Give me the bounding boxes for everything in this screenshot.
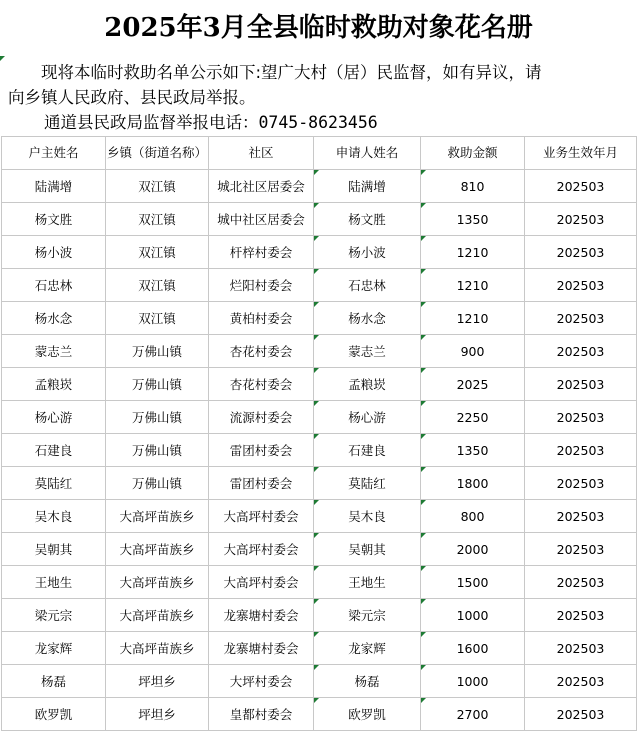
household-head-cell[interactable]: 石忠林 — [2, 269, 106, 302]
township-cell[interactable]: 大高坪苗族乡 — [106, 500, 209, 533]
amount-cell[interactable]: 810 — [421, 170, 525, 203]
header-effective-month[interactable]: 业务生效年月 — [525, 137, 637, 170]
notice-line-1: 现将本临时救助名单公示如下:望广大村（居）民监督，如有异议，请 — [41, 63, 542, 82]
community-cell[interactable]: 杆梓村委会 — [209, 236, 314, 269]
amount-cell[interactable]: 1600 — [421, 632, 525, 665]
township-cell[interactable]: 双江镇 — [106, 203, 209, 236]
table-row — [2, 335, 637, 368]
amount-cell[interactable]: 1000 — [421, 599, 525, 632]
notice-text — [8, 60, 630, 110]
community-cell[interactable]: 流源村委会 — [209, 401, 314, 434]
effective-month-cell[interactable]: 202503 — [525, 665, 637, 698]
applicant-cell[interactable]: 陆满增 — [314, 170, 421, 203]
relief-roster-table — [1, 136, 637, 731]
household-head-cell[interactable]: 梁元宗 — [2, 599, 106, 632]
effective-month-cell[interactable]: 202503 — [525, 401, 637, 434]
table-row — [2, 533, 637, 566]
township-cell[interactable]: 双江镇 — [106, 269, 209, 302]
table-row — [2, 170, 637, 203]
table-row — [2, 401, 637, 434]
community-cell[interactable]: 杏花村委会 — [209, 368, 314, 401]
applicant-cell[interactable]: 王地生 — [314, 566, 421, 599]
hotline — [44, 112, 378, 134]
household-head-cell[interactable]: 杨小波 — [2, 236, 106, 269]
household-head-cell[interactable]: 陆满增 — [2, 170, 106, 203]
community-cell[interactable]: 黄柏村委会 — [209, 302, 314, 335]
township-cell[interactable]: 大高坪苗族乡 — [106, 533, 209, 566]
township-cell[interactable]: 双江镇 — [106, 170, 209, 203]
page-title: 2025年3月全县临时救助对象花名册 — [104, 13, 533, 43]
effective-month-cell[interactable]: 202503 — [525, 203, 637, 236]
applicant-cell[interactable]: 杨磊 — [314, 665, 421, 698]
applicant-cell[interactable]: 欧罗凯 — [314, 698, 421, 731]
amount-cell[interactable]: 900 — [421, 335, 525, 368]
effective-month-cell[interactable]: 202503 — [525, 368, 637, 401]
table-header-row — [2, 137, 637, 170]
effective-month-cell[interactable]: 202503 — [525, 170, 637, 203]
header-household-head[interactable]: 户主姓名 — [2, 137, 106, 170]
amount-cell[interactable]: 1350 — [421, 434, 525, 467]
applicant-cell[interactable]: 莫陆红 — [314, 467, 421, 500]
applicant-cell[interactable]: 杨心游 — [314, 401, 421, 434]
household-head-cell[interactable]: 龙家辉 — [2, 632, 106, 665]
township-cell[interactable]: 万佛山镇 — [106, 467, 209, 500]
table-row — [2, 566, 637, 599]
township-cell[interactable]: 大高坪苗族乡 — [106, 566, 209, 599]
applicant-cell[interactable]: 杨小波 — [314, 236, 421, 269]
township-cell[interactable]: 大高坪苗族乡 — [106, 632, 209, 665]
hotline-number: 0745-8623456 — [258, 113, 378, 132]
effective-month-cell[interactable]: 202503 — [525, 335, 637, 368]
effective-month-cell[interactable]: 202503 — [525, 632, 637, 665]
township-cell[interactable]: 大高坪苗族乡 — [106, 599, 209, 632]
header-amount[interactable]: 救助金额 — [421, 137, 525, 170]
community-cell[interactable]: 烂阳村委会 — [209, 269, 314, 302]
table-row — [2, 467, 637, 500]
household-head-cell[interactable]: 杨磊 — [2, 665, 106, 698]
table-row — [2, 500, 637, 533]
community-cell[interactable]: 大坪村委会 — [209, 665, 314, 698]
amount-cell[interactable]: 2250 — [421, 401, 525, 434]
township-cell[interactable]: 万佛山镇 — [106, 335, 209, 368]
effective-month-cell[interactable]: 202503 — [525, 599, 637, 632]
township-cell[interactable]: 坪坦乡 — [106, 665, 209, 698]
household-head-cell[interactable]: 吴朝其 — [2, 533, 106, 566]
applicant-cell[interactable]: 蒙志兰 — [314, 335, 421, 368]
applicant-cell[interactable]: 梁元宗 — [314, 599, 421, 632]
table-row — [2, 269, 637, 302]
effective-month-cell[interactable]: 202503 — [525, 500, 637, 533]
applicant-cell[interactable]: 孟粮崁 — [314, 368, 421, 401]
township-cell[interactable]: 双江镇 — [106, 302, 209, 335]
amount-cell[interactable]: 1800 — [421, 467, 525, 500]
applicant-cell[interactable]: 石忠林 — [314, 269, 421, 302]
township-cell[interactable]: 双江镇 — [106, 236, 209, 269]
table-row — [2, 203, 637, 236]
community-cell[interactable]: 大高坪村委会 — [209, 566, 314, 599]
community-cell[interactable]: 雷团村委会 — [209, 434, 314, 467]
township-cell[interactable]: 万佛山镇 — [106, 368, 209, 401]
applicant-cell[interactable]: 龙家辉 — [314, 632, 421, 665]
community-cell[interactable]: 雷团村委会 — [209, 467, 314, 500]
community-cell[interactable]: 龙寨塘村委会 — [209, 599, 314, 632]
township-cell[interactable]: 万佛山镇 — [106, 434, 209, 467]
amount-cell[interactable]: 1500 — [421, 566, 525, 599]
household-head-cell[interactable]: 吴木良 — [2, 500, 106, 533]
community-cell[interactable]: 大高坪村委会 — [209, 500, 314, 533]
community-cell[interactable]: 大高坪村委会 — [209, 533, 314, 566]
community-cell[interactable]: 杏花村委会 — [209, 335, 314, 368]
effective-month-cell[interactable]: 202503 — [525, 434, 637, 467]
household-head-cell[interactable]: 杨心游 — [2, 401, 106, 434]
table-row — [2, 302, 637, 335]
amount-cell[interactable]: 2000 — [421, 533, 525, 566]
amount-cell[interactable]: 1210 — [421, 269, 525, 302]
table-row — [2, 236, 637, 269]
hotline-label: 通道县民政局监督举报电话： — [44, 113, 259, 132]
table-row — [2, 632, 637, 665]
table-row — [2, 599, 637, 632]
household-head-cell[interactable]: 石建良 — [2, 434, 106, 467]
household-head-cell[interactable]: 杨文胜 — [2, 203, 106, 236]
effective-month-cell[interactable]: 202503 — [525, 302, 637, 335]
effective-month-cell[interactable]: 202503 — [525, 467, 637, 500]
household-head-cell[interactable]: 王地生 — [2, 566, 106, 599]
effective-month-cell[interactable]: 202503 — [525, 698, 637, 731]
table-row — [2, 434, 637, 467]
township-cell[interactable]: 万佛山镇 — [106, 401, 209, 434]
community-cell[interactable]: 城北社区居委会 — [209, 170, 314, 203]
applicant-cell[interactable]: 吴朝其 — [314, 533, 421, 566]
community-cell[interactable]: 城中社区居委会 — [209, 203, 314, 236]
amount-cell[interactable]: 1000 — [421, 665, 525, 698]
amount-cell[interactable]: 1350 — [421, 203, 525, 236]
amount-cell[interactable]: 1210 — [421, 302, 525, 335]
community-cell[interactable]: 龙寨塘村委会 — [209, 632, 314, 665]
household-head-cell[interactable]: 莫陆红 — [2, 467, 106, 500]
household-head-cell[interactable]: 杨水念 — [2, 302, 106, 335]
household-head-cell[interactable]: 欧罗凯 — [2, 698, 106, 731]
effective-month-cell[interactable]: 202503 — [525, 236, 637, 269]
table-row — [2, 665, 637, 698]
header-township[interactable]: 乡镇（街道名称） — [106, 137, 209, 170]
applicant-cell[interactable]: 吴木良 — [314, 500, 421, 533]
effective-month-cell[interactable]: 202503 — [525, 533, 637, 566]
effective-month-cell[interactable]: 202503 — [525, 566, 637, 599]
notice-line-2: 向乡镇人民政府、县民政局举报。 — [8, 88, 256, 107]
cell-comment-marker — [0, 56, 5, 61]
applicant-cell[interactable]: 石建良 — [314, 434, 421, 467]
household-head-cell[interactable]: 孟粮崁 — [2, 368, 106, 401]
applicant-cell[interactable]: 杨文胜 — [314, 203, 421, 236]
applicant-cell[interactable]: 杨水念 — [314, 302, 421, 335]
table-row — [2, 698, 637, 731]
header-community[interactable]: 社区 — [209, 137, 314, 170]
community-cell[interactable]: 皇都村委会 — [209, 698, 314, 731]
amount-cell[interactable]: 800 — [421, 500, 525, 533]
effective-month-cell[interactable]: 202503 — [525, 269, 637, 302]
household-head-cell[interactable]: 蒙志兰 — [2, 335, 106, 368]
township-cell[interactable]: 坪坦乡 — [106, 698, 209, 731]
amount-cell[interactable]: 2025 — [421, 368, 525, 401]
amount-cell[interactable]: 1210 — [421, 236, 525, 269]
amount-cell[interactable]: 2700 — [421, 698, 525, 731]
header-applicant[interactable]: 申请人姓名 — [314, 137, 421, 170]
table-row — [2, 368, 637, 401]
